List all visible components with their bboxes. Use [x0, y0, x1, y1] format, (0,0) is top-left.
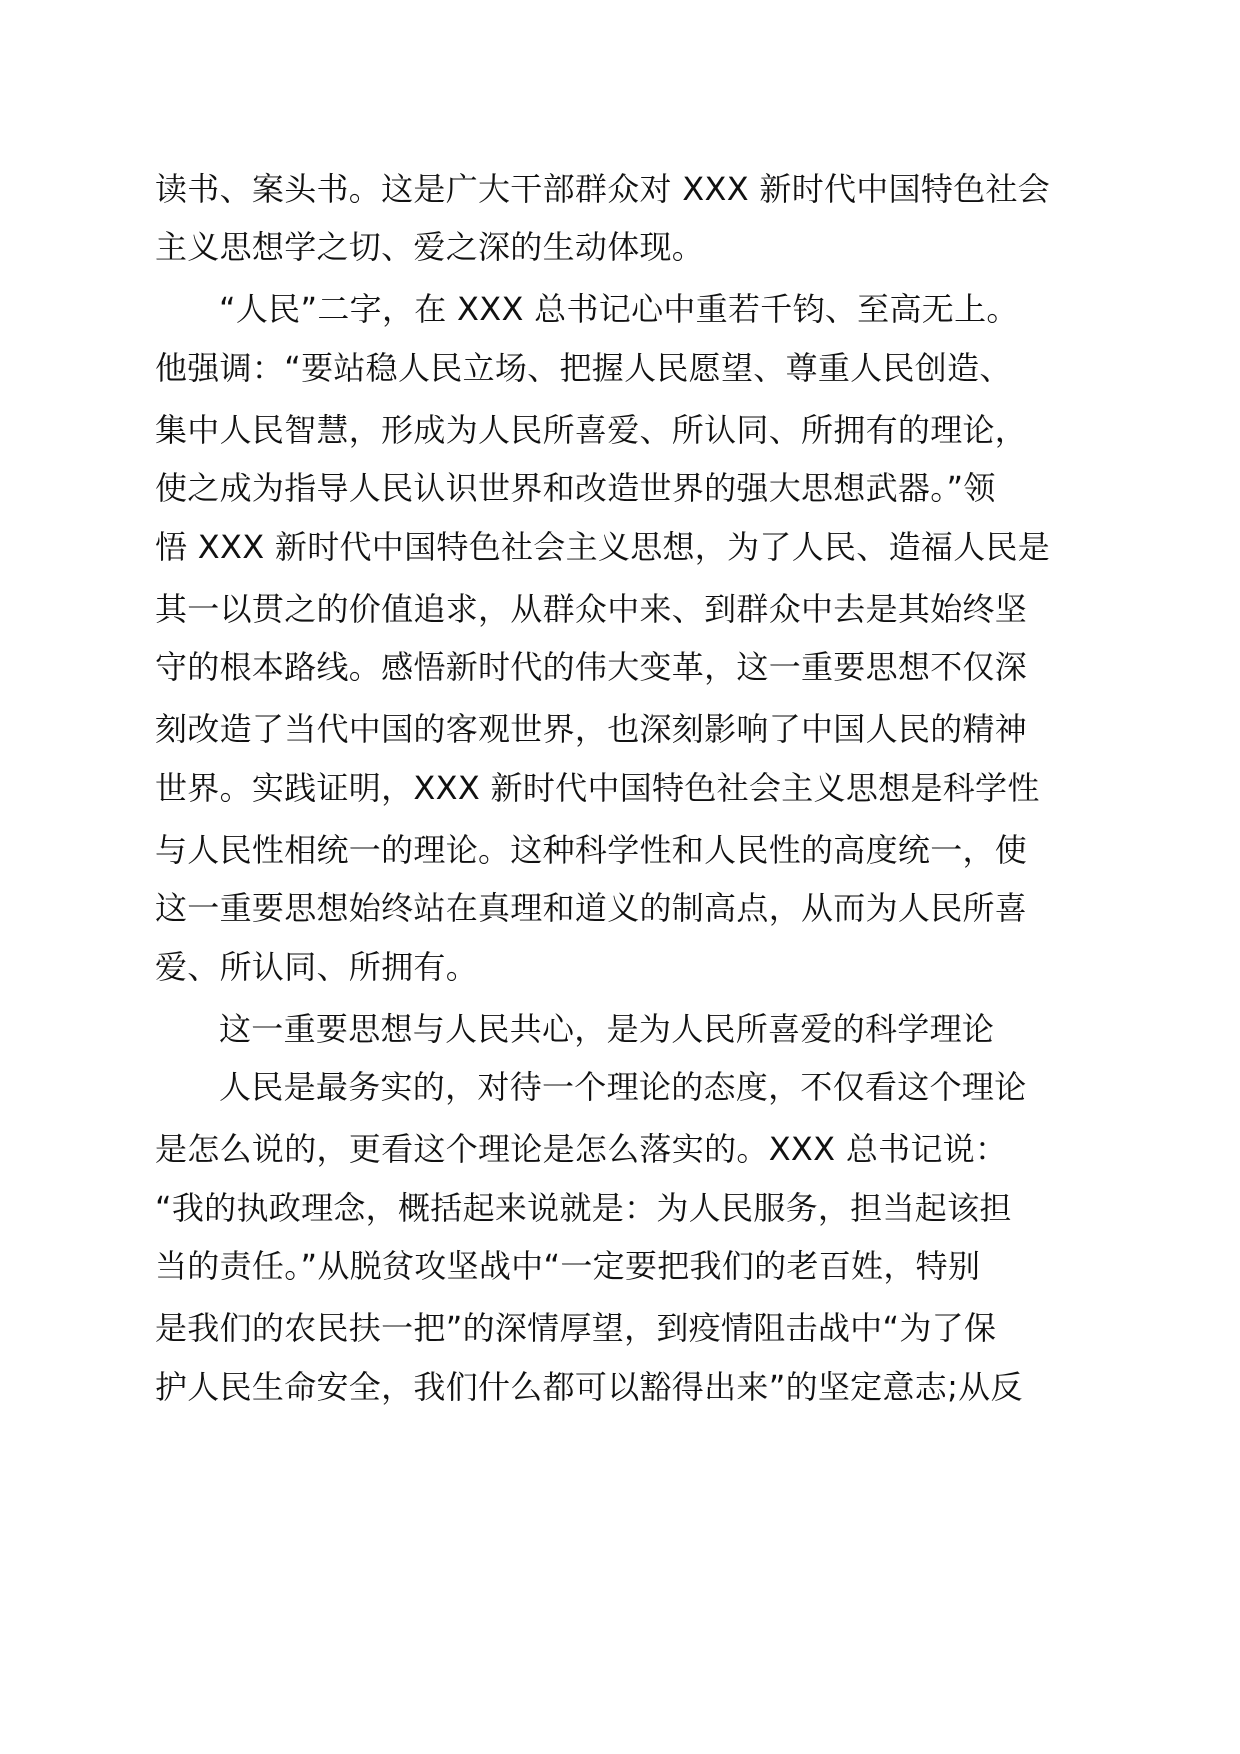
text-line: “人民”二字，在 XXX 总书记心中重若千钧、至高无上。 — [219, 290, 1019, 328]
text-line: 世界。实践证明，XXX 新时代中国特色社会主义思想是科学性 — [155, 769, 1040, 807]
text-line: 人民是最务实的，对待一个理论的态度，不仅看这个理论 — [219, 1068, 1027, 1106]
text-line: 主义思想学之切、爱之深的生动体现。 — [155, 228, 705, 266]
text-line: 刻改造了当代中国的客观世界，也深刻影响了中国人民的精神 — [155, 710, 1028, 748]
text-line: 守的根本路线。感悟新时代的伟大变革，这一重要思想不仅深 — [155, 648, 1028, 686]
text-line: 他强调：“要站稳人民立场、把握人民愿望、尊重人民创造、 — [155, 349, 1012, 387]
text-line: 与人民性相统一的理论。这种科学性和人民性的高度统一，使 — [155, 831, 1028, 869]
text-line: 当的责任。”从脱贫攻坚战中“一定要把我们的老百姓，特别 — [155, 1247, 981, 1285]
text-line: 是怎么说的，更看这个理论是怎么落实的。XXX 总书记说： — [155, 1130, 1008, 1168]
text-line: 是我们的农民扶一把”的深情厚望，到疫情阻击战中“为了保 — [155, 1309, 997, 1347]
text-line: 使之成为指导人民认识世界和改造世界的强大思想武器。”领 — [155, 469, 996, 507]
text-line: 悟 XXX 新时代中国特色社会主义思想，为了人民、造福人民是 — [155, 528, 1051, 566]
text-line: 集中人民智慧，形成为人民所喜爱、所认同、所拥有的理论， — [155, 411, 1028, 449]
text-line: “我的执政理念，概括起来说就是：为人民服务，担当起该担 — [155, 1189, 1012, 1227]
text-line: 读书、案头书。这是广大干部群众对 XXX 新时代中国特色社会 — [155, 170, 1051, 208]
section-heading: 这一重要思想与人民共心，是为人民所喜爱的科学理论 — [219, 1010, 995, 1048]
text-line: 护人民生命安全，我们什么都可以豁得出来”的坚定意志;从反 — [155, 1368, 1023, 1406]
text-line: 其一以贯之的价值追求，从群众中来、到群众中去是其始终坚 — [155, 590, 1028, 628]
text-line: 爱、所认同、所拥有。 — [155, 948, 479, 986]
text-line: 这一重要思想始终站在真理和道义的制高点，从而为人民所喜 — [155, 889, 1028, 927]
